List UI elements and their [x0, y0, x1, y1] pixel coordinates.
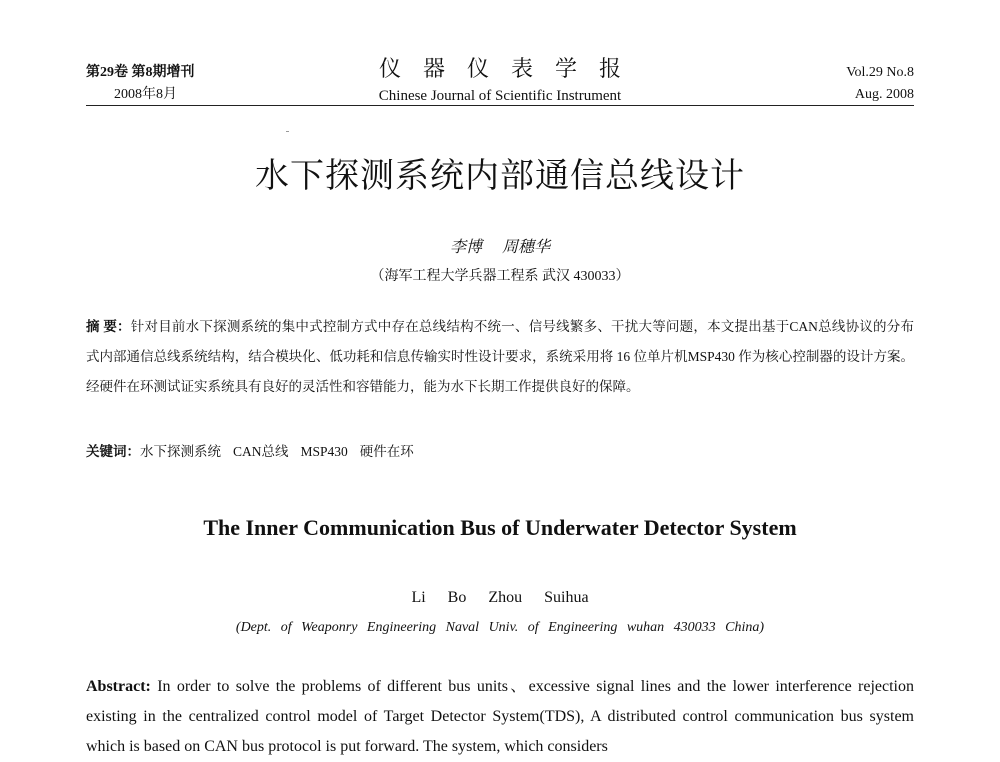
header-date-cn: 2008年8月	[114, 87, 177, 102]
journal-name-en: Chinese Journal of Scientific Instrument	[378, 88, 622, 104]
authors-cn	[0, 234, 1000, 257]
authors-en	[0, 589, 1000, 607]
keyword: CAN总线	[233, 444, 289, 459]
scan-speck	[286, 131, 289, 132]
header-date-en: Aug. 2008	[854, 87, 914, 102]
keywords-cn-label: 关键词：	[86, 444, 140, 459]
affiliation-cn: （海军工程大学兵器工程系 武汉 430033）	[370, 269, 630, 284]
affiliation-en: (Dept. of Weaponry Engineering Naval Univ. of Engineering wuhan 430033 China)	[235, 620, 765, 635]
abstract-en-text: In order to solve the problems of different bus units、excessive signal lines and the lower interference rejection existing in the centralized control model of Target Detector System(TDS), A distributed control communication bus system which is based on CAN bus protocol is put forward. The system, which considers	[86, 678, 915, 755]
header-volume-en	[846, 62, 914, 106]
author-cn: 周穗华	[502, 239, 551, 256]
header-volume-issue: 第29卷 第8期增刊	[86, 65, 195, 80]
author-en: Zhou Suihua	[488, 589, 589, 606]
header-journal	[300, 54, 700, 106]
keyword: 硬件在环	[359, 444, 414, 459]
journal-name-cn: 仪器仪表学报	[378, 56, 643, 81]
abstract-en-label: Abstract:	[86, 678, 151, 695]
header-rule	[86, 105, 914, 106]
keyword: MSP430	[300, 444, 348, 459]
paper-title-en: The Inner Communication Bus of Underwater Detector System	[203, 515, 797, 540]
abstract-cn-label: 摘 要：	[86, 319, 131, 334]
paper-title-cn: 水下探测系统内部通信总线设计	[255, 156, 745, 196]
header-vol-no: Vol.29 No.8	[846, 65, 914, 80]
abstract-cn	[86, 312, 914, 402]
abstract-en	[86, 672, 914, 762]
author-cn: 李博	[449, 239, 482, 256]
author-en: Li Bo	[411, 589, 467, 606]
keyword: 水下探测系统	[140, 444, 221, 459]
header-volume-info	[86, 62, 195, 106]
abstract-cn-text: 针对目前水下探测系统的集中式控制方式中存在总线结构不统一、信号线繁多、干扰大等问题，本文提出基于CAN总线协议的分布式内部通信总线系统结构，结合模块化、低功耗和信息传输实时性设计要求，系统采用将 16 位单片机MSP430 作为核心控制器的设计方案。经硬件在环测试证实系统具有良好的灵活性和容错能力，能为水下长期工作提供良好的保障。	[86, 319, 914, 394]
keywords-cn	[86, 440, 914, 464]
